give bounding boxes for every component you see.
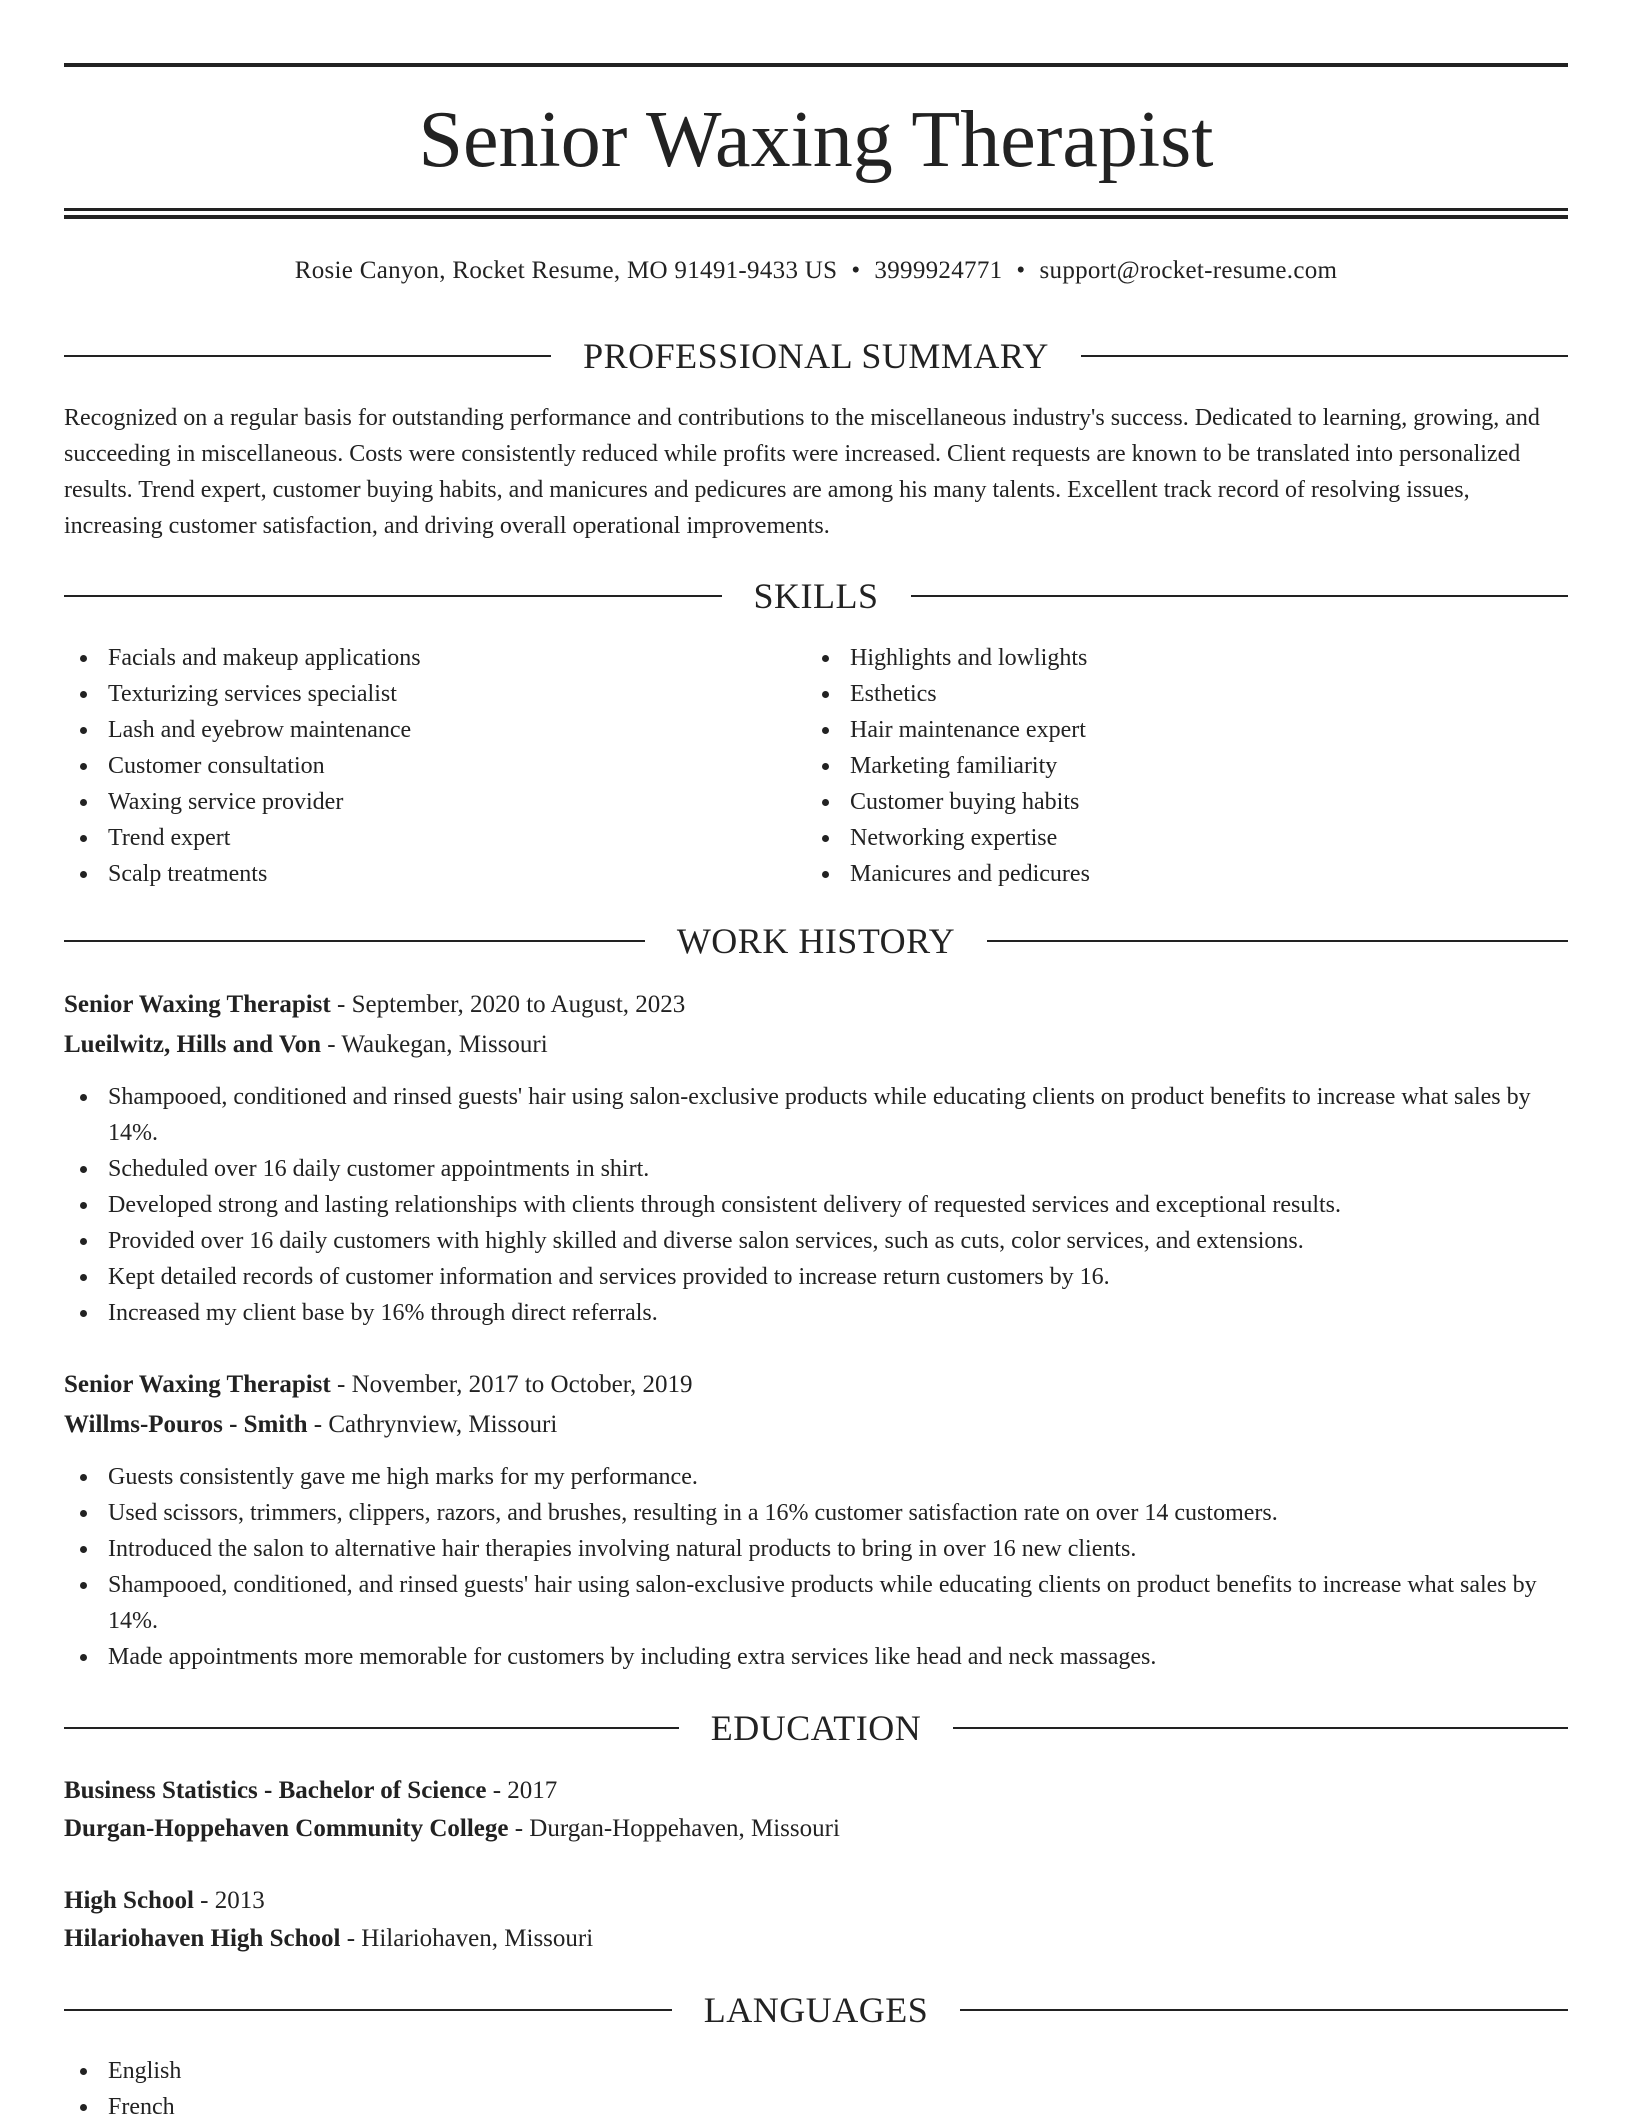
job-bullets xyxy=(64,1459,1568,1675)
job-title: Senior Waxing Therapist xyxy=(64,991,331,1018)
heading-rule xyxy=(64,1727,679,1729)
skill-item: Scalp treatments xyxy=(64,856,764,892)
skill-item: Texturizing services specialist xyxy=(64,676,764,712)
skill-item: Waxing service provider xyxy=(64,784,764,820)
skills-right-column xyxy=(806,640,1506,892)
title-rule-upper xyxy=(64,208,1568,211)
heading-rule xyxy=(960,2009,1568,2011)
education-school-line xyxy=(64,1921,1568,1957)
top-rule xyxy=(64,63,1568,67)
job-bullet: Made appointments more memorable for customers by including extra services like head and neck massages. xyxy=(64,1639,1568,1675)
job-bullet: Guests consistently gave me high marks for my performance. xyxy=(64,1459,1568,1495)
skill-item: Esthetics xyxy=(806,676,1506,712)
education-year: - 2017 xyxy=(486,1777,558,1804)
skills-heading-label: SKILLS xyxy=(753,576,879,616)
job-location: - Waukegan, Missouri xyxy=(321,1031,548,1058)
language-item: French xyxy=(64,2089,1568,2125)
summary-heading-label: PROFESSIONAL SUMMARY xyxy=(583,336,1049,376)
education-degree: High School xyxy=(64,1887,194,1914)
education-heading-label: EDUCATION xyxy=(710,1708,922,1748)
work-heading-label: WORK HISTORY xyxy=(676,921,956,961)
summary-heading xyxy=(64,334,1568,378)
skill-item: Networking expertise xyxy=(806,820,1506,856)
education-degree-line xyxy=(64,1883,1568,1919)
education-year: - 2013 xyxy=(193,1887,265,1914)
skill-item: Trend expert xyxy=(64,820,764,856)
education-heading xyxy=(64,1706,1568,1750)
job-bullet: Developed strong and lasting relationships with clients through consistent delivery of requested services and exceptional results. xyxy=(64,1187,1568,1223)
languages-heading-label: LANGUAGES xyxy=(703,1990,929,2030)
job-dates: - November, 2017 to October, 2019 xyxy=(330,1371,693,1398)
education-school: Hilariohaven High School xyxy=(64,1925,341,1952)
contact-address: Rosie Canyon, Rocket Resume, MO 91491-9433 US xyxy=(294,257,838,284)
skill-item: Facials and makeup applications xyxy=(64,640,764,676)
language-item: English xyxy=(64,2053,1568,2089)
education-school-line xyxy=(64,1811,1568,1847)
job-company-line xyxy=(64,1027,1568,1063)
skill-item: Hair maintenance expert xyxy=(806,712,1506,748)
heading-rule xyxy=(64,355,551,357)
work-heading xyxy=(64,919,1568,963)
heading-rule xyxy=(64,2009,672,2011)
resume-title: Senior Waxing Therapist xyxy=(418,96,1214,184)
job-bullet: Introduced the salon to alternative hair therapies involving natural products to bring in over 16 new clients. xyxy=(64,1531,1568,1567)
summary-text: Recognized on a regular basis for outstanding performance and contributions to the miscellaneous industry's success. Dedicated to learning, growing, and succeeding in miscellaneous. Costs were consistently reduced while profits were increased. Client requests are known to be translated into personalized results. Trend expert, customer buying habits, and manicures and pedicures are among his many talents. Excellent track record of resolving issues, increasing customer satisfaction, and driving overall operational improvements. xyxy=(64,405,1540,539)
job-title: Senior Waxing Therapist xyxy=(64,1371,331,1398)
job-bullet: Provided over 16 daily customers with highly skilled and diverse salon services, such as cuts, color services, and extensions. xyxy=(64,1223,1568,1259)
education-degree: Business Statistics - Bachelor of Science xyxy=(64,1777,487,1804)
skills-left-column xyxy=(64,640,764,892)
job-bullet: Shampooed, conditioned, and rinsed guests' hair using salon-exclusive products while educating clients on product benefits to increase what sales by 14%. xyxy=(64,1567,1568,1639)
job-bullet: Scheduled over 16 daily customer appointments in shirt. xyxy=(64,1151,1568,1187)
heading-rule xyxy=(64,940,645,942)
education-degree-line xyxy=(64,1773,1568,1809)
skill-item: Manicures and pedicures xyxy=(806,856,1506,892)
contact-separator: • xyxy=(1016,257,1026,284)
skills-left-list xyxy=(64,640,764,892)
heading-rule xyxy=(987,940,1568,942)
skill-item: Customer consultation xyxy=(64,748,764,784)
heading-rule xyxy=(953,1727,1568,1729)
contact-phone: 3999924771 xyxy=(874,257,1003,284)
education-school: Durgan-Hoppehaven Community College xyxy=(64,1815,509,1842)
languages-list xyxy=(64,2053,1568,2125)
heading-rule xyxy=(1081,355,1568,357)
contact-line xyxy=(64,254,1568,288)
job-bullet: Used scissors, trimmers, clippers, razors, and brushes, resulting in a 16% customer satisfaction rate on over 14 customers. xyxy=(64,1495,1568,1531)
heading-rule xyxy=(911,595,1569,597)
job-bullet: Increased my client base by 16% through direct referrals. xyxy=(64,1295,1568,1331)
job-bullets xyxy=(64,1079,1568,1331)
skill-item: Marketing familiarity xyxy=(806,748,1506,784)
job-title-line xyxy=(64,1367,1568,1403)
skill-item: Highlights and lowlights xyxy=(806,640,1506,676)
skill-item: Customer buying habits xyxy=(806,784,1506,820)
languages-heading xyxy=(64,1988,1568,2032)
skill-item: Lash and eyebrow maintenance xyxy=(64,712,764,748)
heading-rule xyxy=(64,595,722,597)
job-company: Willms-Pouros - Smith xyxy=(64,1411,308,1438)
skills-right-list xyxy=(806,640,1506,892)
education-location: - Durgan-Hoppehaven, Missouri xyxy=(508,1815,840,1842)
job-location: - Cathrynview, Missouri xyxy=(307,1411,558,1438)
job-dates: - September, 2020 to August, 2023 xyxy=(330,991,686,1018)
job-company-line xyxy=(64,1407,1568,1443)
contact-email: support@rocket-resume.com xyxy=(1039,257,1338,284)
job-title-line xyxy=(64,987,1568,1023)
contact-separator: • xyxy=(851,257,861,284)
job-bullet: Kept detailed records of customer information and services provided to increase return customers by 16. xyxy=(64,1259,1568,1295)
education-location: - Hilariohaven, Missouri xyxy=(340,1925,594,1952)
skills-heading xyxy=(64,574,1568,618)
job-company: Lueilwitz, Hills and Von xyxy=(64,1031,322,1058)
job-bullet: Shampooed, conditioned and rinsed guests' hair using salon-exclusive products while educating clients on product benefits to increase what sales by 14%. xyxy=(64,1079,1568,1151)
title-rule-lower xyxy=(64,215,1568,219)
